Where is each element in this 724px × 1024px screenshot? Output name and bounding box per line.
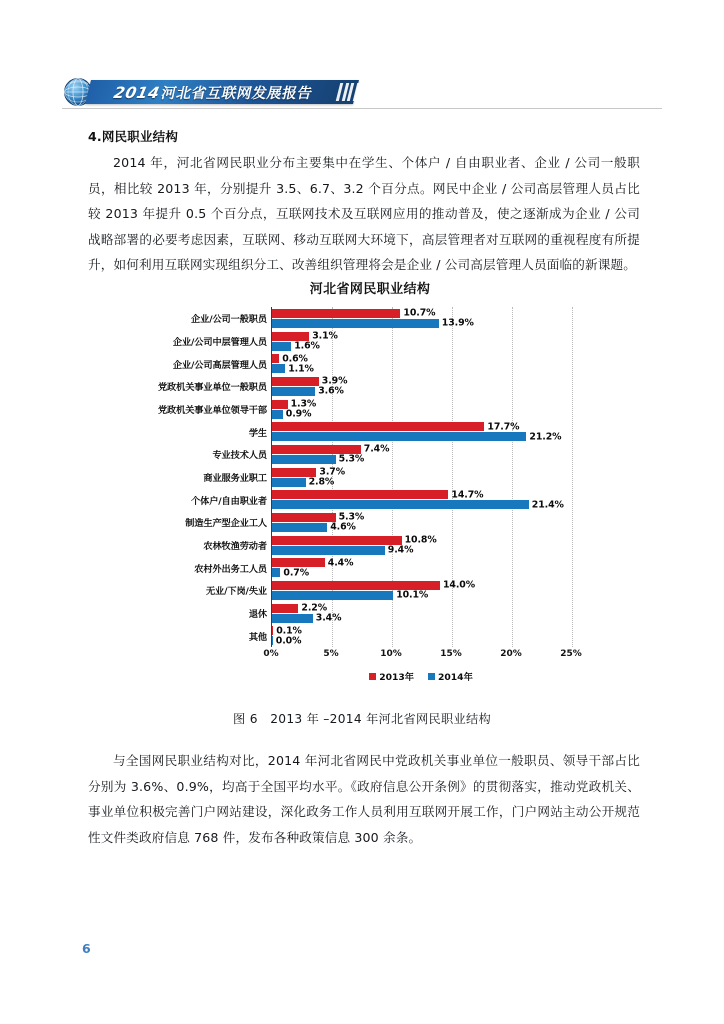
- chart-bar: [272, 604, 298, 613]
- chart-bar: [272, 354, 279, 363]
- chart-x-tick: 15%: [440, 649, 462, 659]
- chart-category-label: 企业/公司一般职员: [191, 314, 267, 326]
- chart-bar-value: 10.8%: [404, 534, 437, 546]
- section-heading: 4.网民职业结构: [88, 129, 179, 144]
- chart-category-label: 企业/公司中层管理人员: [172, 337, 267, 348]
- chart-bar-value: 7.4%: [363, 443, 390, 455]
- chart-legend-swatch: [428, 673, 435, 680]
- chart-bar-value: 9.4%: [387, 544, 414, 556]
- chart-bar-value: 3.1%: [312, 330, 338, 342]
- closing-paragraph-text: 与全国网民职业结构对比，2014 年河北省网民中党政机关事业单位一般职员、领导干部占比分别为 3.6%、0.9%，均高于全国平均水平。《政府信息公开条例》的贯彻落实，推动党政机关、事业单位积极完善门户网站建设，深化政务工作人员利用互联网开展工作，门户网站主动公开规范性文件类政府信息 768 件，发布各种政策信息 300 余条。: [88, 753, 640, 845]
- chart-bar-value: 3.6%: [318, 385, 344, 397]
- chart-x-tick: 25%: [560, 649, 582, 659]
- chart-bar-value: 2.8%: [308, 476, 335, 488]
- chart-bar-value: 10.7%: [403, 307, 436, 319]
- report-header: [62, 74, 382, 110]
- chart-bar-value: 0.1%: [276, 625, 302, 637]
- chart-bar-value: 3.7%: [319, 466, 345, 478]
- chart-category-labels: [128, 307, 271, 647]
- chart-x-tick: 20%: [500, 649, 522, 659]
- chart-legend-label: 2014年: [438, 672, 473, 683]
- chart-bar-value: 14.7%: [451, 489, 484, 501]
- chart-category-label: 党政机关事业单位领导干部: [157, 405, 267, 416]
- chart-bar-value: 10.1%: [396, 589, 429, 601]
- chart-bar-value: 0.6%: [282, 353, 308, 365]
- chart-bar: [272, 445, 361, 454]
- chart-bar: [272, 636, 273, 645]
- chart-title: 河北省网民职业结构: [309, 282, 431, 297]
- chart-category-label: 个体户/自由职业者: [191, 495, 267, 507]
- chart-legend-swatch: [369, 673, 376, 680]
- report-year: 2014: [112, 84, 162, 102]
- chart-bar-value: 1.3%: [290, 398, 317, 410]
- report-title: [112, 82, 357, 104]
- chart-x-axis-ticks: [263, 649, 582, 665]
- chart-axes: [271, 307, 572, 647]
- chart-bar: [272, 455, 336, 464]
- intro-paragraph: [88, 150, 640, 278]
- chart-bar-value: 0.9%: [285, 408, 312, 420]
- chart-category-label: 农村外出务工人员: [194, 563, 267, 575]
- chart-bar: [272, 478, 306, 487]
- chart-bar: [272, 490, 448, 499]
- chart-bar: [272, 377, 319, 386]
- chart-legend-label: 2013年: [379, 672, 414, 683]
- chart-bar-value: 3.9%: [321, 375, 348, 387]
- chart-bar: [272, 536, 402, 545]
- chart-bar-value: 17.7%: [487, 421, 520, 433]
- chart-plot-area: [128, 307, 590, 683]
- report-title-text: 河北省互联网发展报告: [159, 86, 315, 102]
- chart-bar: [272, 342, 291, 351]
- chart-bar-value: 21.4%: [531, 499, 564, 511]
- chart-bar-value: 21.2%: [529, 431, 562, 443]
- chart-bar: [272, 581, 440, 590]
- chart-bar: [272, 626, 273, 635]
- chart-bar: [272, 468, 316, 477]
- chart-bar-value: 0.0%: [275, 635, 302, 647]
- chart-bar: [272, 387, 315, 396]
- intro-paragraph-text: 2014 年，河北省网民职业分布主要集中在学生、个体户 / 自由职业者、企业 / 公司一般职员，相比较 2013 年，分别提升 3.5、6.7、3.2 个百分点。网民中企业 / 公司高层管理人员占比较 2013 年提升 0.5 个百分点，互联网技术及互联网应用的推动普及，使之逐渐成为企业 / 公司战略部署的必要考虑因素，互联网、移动互联网大环境下，高层管理者对互联网的重视程度有所提升，如何利用互联网实现组织分工、改善组织管理将会是企业 / 公司高层管理人员面临的新课题。: [88, 155, 640, 272]
- chart-bar: [272, 500, 529, 509]
- chart-bar: [272, 364, 285, 373]
- chart-category-label: 农林牧渔劳动者: [203, 541, 267, 552]
- chart-category-label: 学生: [248, 427, 267, 439]
- chart-bar-value: 5.3%: [338, 511, 365, 523]
- chart-gridline: [452, 307, 454, 647]
- chart-bar: [272, 523, 327, 532]
- chart-legend-item: [369, 669, 414, 683]
- chart-category-label: 商业服务业职工: [203, 473, 267, 484]
- chart-legend: [271, 669, 571, 683]
- chart-category-label: 无业/下岗/失业: [205, 586, 267, 598]
- chart-legend-item: [428, 669, 473, 683]
- chart-bar-value: 5.3%: [338, 453, 365, 465]
- chart-bar: [272, 614, 313, 623]
- chart-category-label: 退休: [248, 609, 267, 620]
- chart-bar-value: 2.2%: [301, 602, 327, 614]
- chart-category-label: 企业/公司高层管理人员: [172, 359, 267, 371]
- chart-bar: [272, 568, 280, 577]
- chart-bar: [272, 513, 336, 522]
- chart-category-label: 其他: [248, 631, 267, 643]
- chart-bar: [272, 546, 385, 555]
- chart-bar-value: 4.6%: [330, 521, 356, 533]
- chart-bar: [272, 319, 439, 328]
- chart-x-tick: 0%: [263, 649, 279, 659]
- chart-bar: [272, 410, 283, 419]
- chart-bar: [272, 309, 400, 318]
- chart-bar-value: 0.7%: [283, 567, 309, 579]
- chart-bar-value: 1.6%: [294, 340, 320, 352]
- chart-bar: [272, 332, 309, 341]
- chart-bar-value: 13.9%: [441, 317, 474, 329]
- chart-bar: [272, 432, 526, 441]
- chart-bar: [272, 591, 393, 600]
- chart-gridline: [512, 307, 514, 647]
- chart-x-tick: 10%: [380, 649, 402, 659]
- chart-bar-value: 3.4%: [315, 612, 342, 624]
- chart-bar: [272, 422, 484, 431]
- header-divider: [62, 108, 662, 109]
- chart-bar-value: 4.4%: [327, 557, 354, 569]
- page-number: 6: [82, 941, 91, 956]
- occupation-structure-chart: [128, 278, 590, 698]
- chart-bar: [272, 558, 325, 567]
- chart-category-label: 党政机关事业单位一般职员: [157, 382, 267, 394]
- chart-category-label: 制造生产型企业工人: [185, 518, 267, 530]
- chart-bar: [272, 400, 288, 409]
- chart-category-label: 专业技术人员: [212, 450, 267, 462]
- figure-caption: 图 6 2013 年 –2014 年河北省网民职业结构: [233, 712, 491, 726]
- chart-x-tick: 5%: [323, 649, 339, 659]
- chart-bar-value: 14.0%: [443, 579, 476, 591]
- chart-gridline: [572, 307, 574, 647]
- chart-bar-value: 1.1%: [288, 363, 314, 375]
- closing-paragraph: [88, 748, 640, 850]
- banner-slash-decoration: [336, 83, 365, 101]
